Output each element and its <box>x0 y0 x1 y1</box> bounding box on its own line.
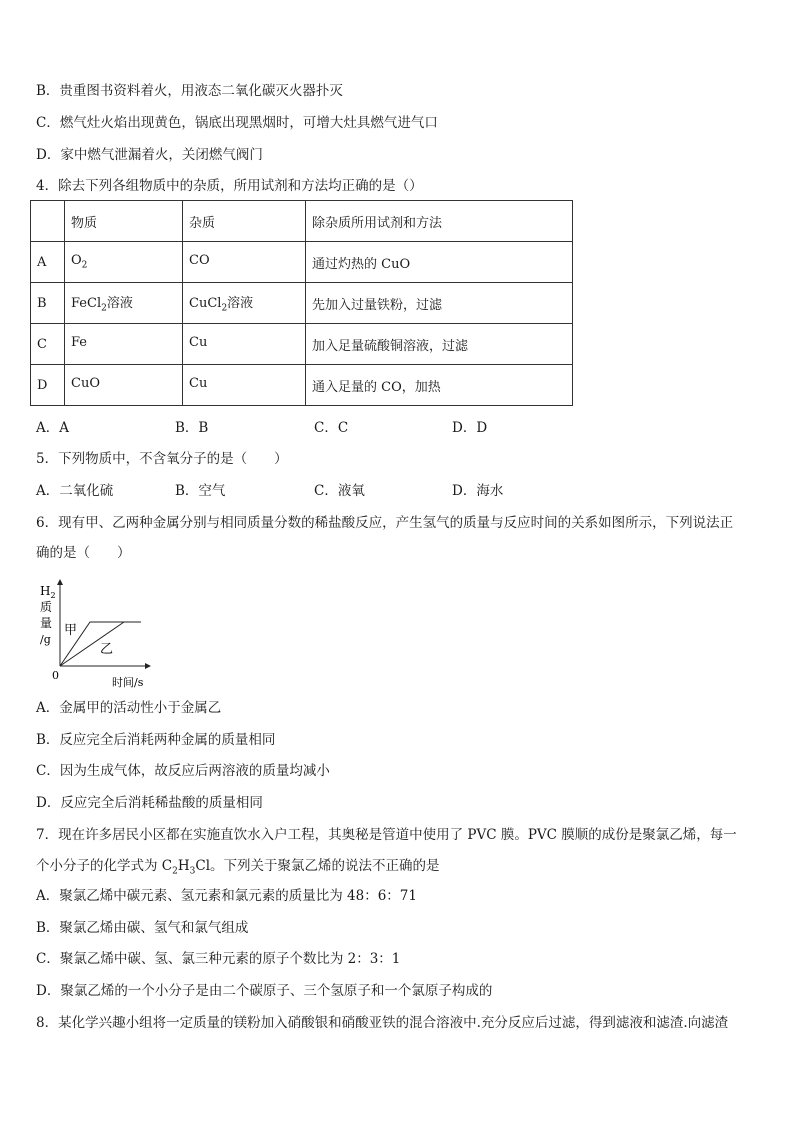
origin-label: 0 <box>52 669 59 682</box>
impurity-cell: CO <box>183 242 306 283</box>
q7-option-a: A．聚氯乙烯中碳元素、氢元素和氯元素的质量比为 48：6：71 <box>36 888 417 904</box>
substance-cell: FeCl$_2$溶液 <box>65 283 183 324</box>
q4-table <box>30 200 573 406</box>
method-cell: 通过灼热的 CuO <box>306 242 573 283</box>
substance-cell: $O_2$ <box>65 242 183 283</box>
method-cell: 加入足量硫酸铜溶液，过滤 <box>306 324 573 365</box>
q7-option-b: B．聚氯乙烯由碳、氢气和氯气组成 <box>36 920 249 936</box>
table-row <box>31 365 573 406</box>
q7-stem-line-1: 7．现在许多居民小区都在实施直饮水入户工程，其奥秘是管道中使用了 PVC 膜。PVC 膜顺的成份是聚氯乙烯，每一 <box>36 827 737 843</box>
q5-option-c: C．液氧 <box>314 483 365 499</box>
q3-option-c: C．燃气灶火焰出现黄色，锅底出现黑烟时，可增大灶具燃气进气口 <box>36 115 438 131</box>
substance-cell: Fe <box>65 324 183 365</box>
substance-cell: CuO <box>65 365 183 406</box>
q4-option-b: B．B <box>175 420 209 436</box>
q6-stem-line-1: 6．现有甲、乙两种金属分别与相同质量分数的稀盐酸反应，产生氢气的质量与反应时间的关系如图所示，下列说法正 <box>36 515 734 531</box>
q3-option-b: B．贵重图书资料着火，用液态二氧化碳灭火器扑灭 <box>36 83 343 99</box>
q5-stem: 5．下列物质中，不含氧分子的是（ ） <box>36 451 288 467</box>
row-label: A <box>31 242 65 283</box>
row-label: D <box>31 365 65 406</box>
q7-option-c: C．聚氯乙烯中碳、氢、氯三种元素的原子个数比为 2：3：1 <box>36 951 401 967</box>
table-header-cell <box>31 201 65 242</box>
q6-option-b: B．反应完全后消耗两种金属的质量相同 <box>36 732 276 748</box>
q6-option-d: D．反应完全后消耗稀盐酸的质量相同 <box>36 795 263 811</box>
table-header-row <box>31 201 573 242</box>
hydrogen-mass-time-graph <box>34 576 164 688</box>
q4-option-d: D．D <box>452 420 488 436</box>
q6-option-c: C．因为生成气体，故反应后两溶液的质量均减小 <box>36 763 330 779</box>
q7-option-d: D．聚氯乙烯的一个小分子是由二个碳原子、三个氢原子和一个氯原子构成的 <box>36 983 493 999</box>
method-cell: 先加入过量铁粉，过滤 <box>306 283 573 324</box>
q4-stem: 4．除去下列各组物质中的杂质，所用试剂和方法均正确的是（） <box>36 178 423 194</box>
series-jia-label: 甲 <box>64 623 78 638</box>
q3-option-d: D．家中燃气泄漏着火，关闭燃气阀门 <box>36 147 263 163</box>
q4-option-a: A．A <box>36 420 69 436</box>
q5-option-d: D．海水 <box>452 483 504 499</box>
table-header-cell: 物质 <box>65 201 183 242</box>
y-axis-label-unit: /g <box>40 633 51 646</box>
q6-stem-line-2: 确的是（ ） <box>36 545 131 561</box>
table-row <box>31 324 573 365</box>
table-row <box>31 242 573 283</box>
method-cell: 通入足量的 CO，加热 <box>306 365 573 406</box>
table-header-cell: 除杂质所用试剂和方法 <box>306 201 573 242</box>
table-header-cell: 杂质 <box>183 201 306 242</box>
x-axis-label: 时间/s <box>112 676 144 688</box>
q7-stem-line-2: 个小分子的化学式为 $C_2H_3Cl$。下列关于聚氯乙烯的说法不正确的是 <box>36 858 440 877</box>
impurity-cell: Cu <box>183 324 306 365</box>
impurity-cell: CuCl$_2$溶液 <box>183 283 306 324</box>
y-axis-label-h: $H_2$ <box>40 584 56 600</box>
impurity-cell: Cu <box>183 365 306 406</box>
q5-option-b: B．空气 <box>175 483 226 499</box>
q6-option-a: A．金属甲的活动性小于金属乙 <box>36 700 222 716</box>
y-axis-label-zhi: 质 <box>40 600 53 614</box>
q8-stem-line-1: 8．某化学兴趣小组将一定质量的镁粉加入硝酸银和硝酸亚铁的混合溶液中.充分反应后过滤，得到滤液和滤渣.向滤渣 <box>36 1015 729 1031</box>
y-axis-label-liang: 量 <box>40 616 53 630</box>
q4-option-c: C．C <box>314 420 349 436</box>
row-label: C <box>31 324 65 365</box>
series-yi-label: 乙 <box>100 642 114 657</box>
q5-option-a: A．二氧化硫 <box>36 483 114 499</box>
row-label: B <box>31 283 65 324</box>
table-row <box>31 283 573 324</box>
